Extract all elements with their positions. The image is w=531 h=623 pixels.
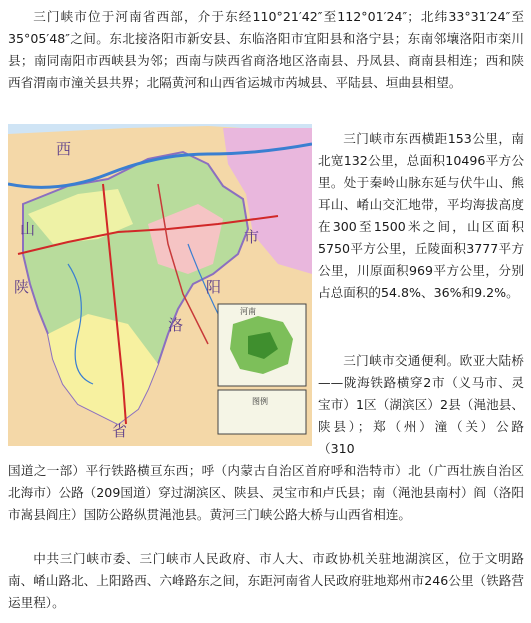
map-label-luo: 洛	[168, 316, 184, 334]
map-label-shi: 市	[244, 228, 260, 246]
map-label-yang: 阳	[206, 278, 222, 296]
inset-label: 河南	[240, 307, 256, 316]
paragraph-location: 三门峡市位于河南省西部，介于东经110°21′42″至112°01′24″；北纬33°31′24″至35°05′48″之间。东北接洛阳市新安县、东临洛阳市宜阳县和洛宁县；东南邻壤洛阳市栾川县；南同南阳市西峡县为邻；西南与陕西省商洛地区洛南县、丹凤县、商南县相连；西和陕西省渭南市潼关县共界；北隔黄河和山西省运城市芮城县、平陆县、垣曲县相望。	[8, 9, 524, 90]
map-label-shaan: 陕	[14, 278, 30, 296]
paragraph-geography: 三门峡市东西横距153公里，南北宽132公里，总面积10496平方公里。处于秦岭山脉东延与伏牛山、熊耳山、崤山交汇地带，平均海拔高度在300至1500米之间，山区面积5750平方公里，丘陵面积3777平方公里，川原面积969平方公里，分别占总面积的54.8%、36%和9.2%。	[318, 131, 524, 300]
map-label-xi: 西	[56, 140, 72, 158]
map-label-shan: 山	[20, 220, 36, 238]
sanmenxia-map	[8, 124, 312, 446]
map-label-sheng: 省	[112, 422, 128, 440]
map-graphic	[8, 124, 312, 446]
legend-title: 图例	[252, 397, 268, 406]
paragraph-government: 中共三门峡市委、三门峡市人民政府、市人大、市政协机关驻地湖滨区，位于文明路南、崤山路北、上阳路西、六峰路东之间，东距河南省人民政府驻地郑州市246公里（铁路营运里程）。	[8, 551, 524, 610]
paragraph-transport-b: 国道之一部）平行铁路横亘东西；呼（内蒙古自治区首府呼和浩特市）北（广西壮族自治区北海市）公路（209国道）穿过湖滨区、陕县、灵宝市和卢氏县；南（渑池县南村）阎（洛阳市嵩县阎庄）国防公路纵贯渑池县。黄河三门峡公路大桥与山西省相连。	[8, 463, 524, 522]
paragraph-transport-a: 三门峡市交通便利。欧亚大陆桥——陇海铁路横穿2市（义马市、灵宝市）1区（湖滨区）2县（渑池县、陕县）；郑（州）潼（关）公路（310	[318, 353, 524, 456]
